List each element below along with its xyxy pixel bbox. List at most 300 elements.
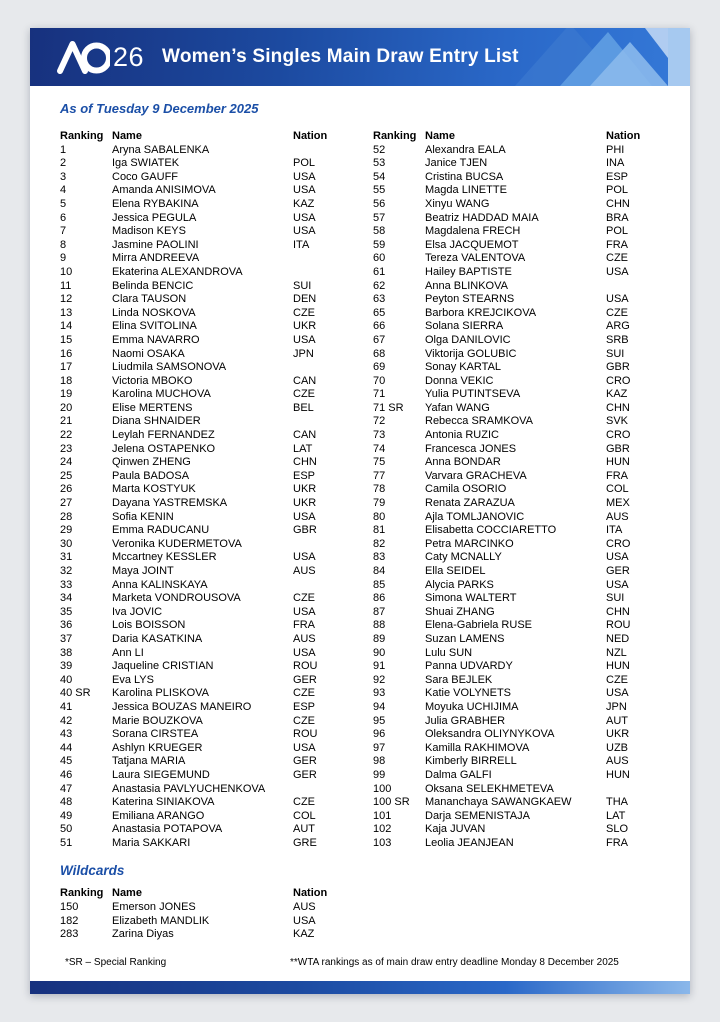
player-name: Anna BLINKOVA: [425, 279, 508, 292]
player-nation: KAZ: [606, 388, 628, 401]
wildcards-section: [30, 850, 690, 941]
player-ranking: 100 SR: [373, 796, 410, 809]
player-name: Hailey BAPTISTE: [425, 265, 512, 278]
player-nation: NED: [606, 632, 630, 645]
player-name: Marta KOSTYUK: [112, 483, 196, 496]
player-name: Dalma GALFI: [425, 768, 492, 781]
player-name: Linda NOSKOVA: [112, 306, 196, 319]
player-ranking: 90: [373, 646, 386, 659]
name-header: Name: [112, 887, 142, 900]
table-row: [60, 606, 373, 620]
player-nation: SUI: [606, 592, 625, 605]
table-row: [60, 266, 373, 280]
table-row: [60, 225, 373, 239]
player-ranking: 16: [60, 347, 73, 360]
player-ranking: 40: [60, 673, 73, 686]
table-row: [60, 715, 373, 729]
player-nation: CZE: [606, 306, 628, 319]
footer-bar: [30, 981, 690, 994]
table-row: [373, 715, 660, 729]
player-name: Anastasia PAVLYUCHENKOVA: [112, 782, 266, 795]
player-ranking: 37: [60, 632, 73, 645]
player-name: Alycia PARKS: [425, 578, 494, 591]
player-name: Mccartney KESSLER: [112, 551, 217, 564]
player-nation: [293, 579, 373, 593]
table-row: [373, 212, 660, 226]
player-ranking: 73: [373, 429, 386, 442]
player-name: Barbora KREJCIKOVA: [425, 306, 537, 319]
player-name: Katerina SINIAKOVA: [112, 796, 215, 809]
table-body-right: [373, 144, 660, 851]
table-row: [373, 660, 660, 674]
player-ranking: 34: [60, 592, 73, 605]
player-nation: GBR: [606, 442, 630, 455]
player-name: Ekaterina ALEXANDROVA: [112, 265, 243, 278]
table-row: [60, 823, 373, 837]
player-ranking: 96: [373, 728, 386, 741]
player-name: Lois BOISSON: [112, 619, 186, 632]
wildcards-table: [60, 887, 373, 941]
player-nation: GER: [606, 565, 630, 577]
document-page: [30, 28, 690, 994]
table-row: [373, 375, 660, 389]
table-row: [60, 619, 373, 633]
player-name: Panna UDVARDY: [425, 660, 513, 673]
player-ranking: 65: [373, 306, 386, 319]
table-row: [60, 252, 373, 266]
player-nation: UKR: [293, 320, 317, 333]
player-ranking: 49: [60, 809, 73, 822]
player-name: Iva JOVIC: [112, 605, 163, 618]
nation-header: Nation: [606, 130, 641, 142]
table-row: [60, 320, 373, 334]
player-ranking: 82: [373, 537, 386, 550]
player-name: Dayana YASTREMSKA: [112, 497, 228, 510]
wildcards-title: Wildcards: [60, 863, 125, 879]
player-nation: [293, 144, 373, 158]
name-header: Name: [425, 130, 455, 142]
player-ranking: 92: [373, 673, 386, 686]
player-ranking: 77: [373, 469, 386, 482]
player-ranking: 89: [373, 632, 386, 645]
player-nation: CRO: [606, 374, 631, 387]
player-name: Jasmine PAOLINI: [112, 238, 199, 251]
player-name: Tereza VALENTOVA: [425, 252, 526, 265]
player-name: Aryna SABALENKA: [112, 143, 210, 156]
player-name: Mananchaya SAWANGKAEW: [425, 796, 572, 809]
player-name: Caty MCNALLY: [425, 551, 502, 564]
player-nation: FRA: [606, 836, 628, 849]
page-title: Women’s Singles Main Draw Entry List: [162, 46, 519, 67]
player-nation: ROU: [606, 619, 631, 632]
player-name: Varvara GRACHEVA: [425, 469, 527, 482]
player-ranking: 29: [60, 524, 73, 537]
player-ranking: 15: [60, 333, 73, 346]
player-nation: [293, 415, 373, 429]
player-name: Ann LI: [112, 646, 144, 659]
player-ranking: 79: [373, 497, 386, 510]
player-ranking: 94: [373, 700, 386, 713]
player-name: Daria KASATKINA: [112, 632, 203, 645]
player-nation: [293, 252, 373, 266]
player-name: Coco GAUFF: [112, 170, 179, 183]
table-row: [60, 443, 373, 457]
player-ranking: 17: [60, 361, 73, 374]
player-ranking: 36: [60, 619, 73, 632]
player-name: Victoria MBOKO: [112, 374, 193, 387]
player-name: Laura SIEGEMUND: [112, 768, 210, 781]
player-ranking: 84: [373, 565, 386, 577]
player-nation: CRO: [606, 537, 631, 550]
player-name: Karolina MUCHOVA: [112, 388, 211, 401]
player-name: Emerson JONES: [112, 901, 196, 914]
player-nation: USA: [293, 551, 316, 564]
player-ranking: 45: [60, 755, 73, 768]
table-row: [373, 633, 660, 647]
player-name: Francesca JONES: [425, 442, 517, 455]
player-name: Alexandra EALA: [425, 143, 506, 156]
table-row: [373, 565, 660, 579]
player-name: Antonia RUZIC: [425, 429, 499, 442]
player-ranking: 33: [60, 578, 73, 591]
player-nation: CAN: [293, 429, 317, 442]
player-name: Sara BEJLEK: [425, 673, 493, 686]
player-name: Sonay KARTAL: [425, 361, 502, 374]
table-row: [60, 901, 373, 915]
player-ranking: 39: [60, 660, 73, 673]
player-nation: ITA: [293, 238, 310, 251]
table-row: [60, 660, 373, 674]
player-name: Iga SWIATEK: [112, 157, 180, 170]
player-nation: GBR: [606, 361, 630, 374]
table-row: [373, 239, 660, 253]
player-name: Ella SEIDEL: [425, 565, 486, 577]
player-name: Elise MERTENS: [112, 401, 193, 414]
player-nation: PHI: [606, 143, 625, 156]
player-ranking: 103: [373, 836, 392, 849]
table-row: [373, 443, 660, 457]
player-name: Naomi OSAKA: [112, 347, 185, 360]
table-row: [373, 361, 660, 375]
player-name: Jessica BOUZAS MANEIRO: [112, 700, 252, 713]
player-nation: SUI: [293, 279, 312, 292]
footnote-wta-rankings: **WTA rankings as of main draw entry deadline Monday 8 December 2025: [290, 956, 619, 968]
player-name: Magda LINETTE: [425, 184, 507, 197]
player-nation: SUI: [606, 347, 625, 360]
table-row: [373, 701, 660, 715]
player-ranking: 83: [373, 551, 386, 564]
table-row: [60, 293, 373, 307]
player-ranking: 72: [373, 415, 386, 428]
table-row: [60, 157, 373, 171]
player-ranking: 18: [60, 374, 73, 387]
player-ranking: 91: [373, 660, 386, 673]
table-row: [60, 592, 373, 606]
table-row: [373, 470, 660, 484]
player-ranking: 48: [60, 796, 73, 809]
player-name: Mirra ANDREEVA: [112, 252, 200, 265]
player-nation: UKR: [293, 483, 317, 496]
table-row: [60, 524, 373, 538]
player-ranking: 44: [60, 741, 73, 754]
player-name: Zarina Diyas: [112, 928, 174, 941]
entry-table-left: [60, 130, 373, 850]
player-ranking: 28: [60, 510, 73, 523]
player-name: Janice TJEN: [425, 157, 488, 170]
player-nation: LAT: [293, 442, 313, 455]
table-row: [373, 687, 660, 701]
player-name: Renata ZARAZUA: [425, 497, 515, 510]
player-name: Moyuka UCHIJIMA: [425, 700, 519, 713]
footnotes: [30, 942, 690, 968]
player-nation: FRA: [293, 619, 315, 632]
player-ranking: 95: [373, 714, 386, 727]
player-name: Emiliana ARANGO: [112, 809, 205, 822]
player-ranking: 43: [60, 728, 73, 741]
table-row: [60, 633, 373, 647]
player-nation: USA: [293, 170, 316, 183]
player-name: Elena RYBAKINA: [112, 197, 199, 210]
player-nation: GRE: [293, 836, 317, 849]
table-row: [373, 619, 660, 633]
player-ranking: 53: [373, 157, 386, 170]
player-name: Oleksandra OLIYNYKOVA: [425, 728, 555, 741]
table-row: [373, 198, 660, 212]
player-ranking: 23: [60, 442, 73, 455]
player-ranking: 52: [373, 143, 386, 156]
player-ranking: 50: [60, 823, 73, 836]
player-ranking: 63: [373, 293, 386, 306]
table-row: [60, 647, 373, 661]
name-header: Name: [112, 130, 142, 142]
table-row: [60, 701, 373, 715]
player-nation: ESP: [293, 700, 316, 713]
player-nation: SRB: [606, 333, 629, 346]
player-ranking: 69: [373, 361, 386, 374]
player-nation: CHN: [293, 456, 317, 469]
player-ranking: 57: [373, 211, 386, 224]
player-nation: UKR: [293, 497, 317, 510]
player-ranking: 78: [373, 483, 386, 496]
player-name: Marketa VONDROUSOVA: [112, 592, 241, 605]
table-row: [373, 415, 660, 429]
player-ranking: 8: [60, 238, 67, 251]
ao-logo-icon: [56, 39, 110, 75]
player-name: Anna KALINSKAYA: [112, 578, 208, 591]
table-row: [60, 456, 373, 470]
table-row: [373, 280, 660, 294]
player-nation: USA: [606, 551, 629, 564]
player-nation: USA: [293, 211, 316, 224]
player-ranking: 38: [60, 646, 73, 659]
player-name: Qinwen ZHENG: [112, 456, 191, 469]
player-name: Eva LYS: [112, 673, 154, 686]
table-row: [373, 511, 660, 525]
table-row: [373, 674, 660, 688]
player-ranking: 40 SR: [60, 687, 91, 700]
table-row: [60, 796, 373, 810]
player-nation: KAZ: [293, 928, 315, 941]
nation-header: Nation: [293, 887, 328, 900]
ranking-header: Ranking: [60, 887, 104, 900]
table-row: [60, 212, 373, 226]
player-ranking: 51: [60, 836, 73, 849]
table-row: [60, 307, 373, 321]
player-nation: CHN: [606, 197, 630, 210]
table-row: [60, 375, 373, 389]
player-nation: THA: [606, 796, 628, 809]
table-row: [373, 402, 660, 416]
player-nation: [293, 266, 373, 280]
player-name: Clara TAUSON: [112, 293, 187, 306]
table-row: [373, 483, 660, 497]
player-nation: [293, 783, 373, 797]
table-row: [60, 728, 373, 742]
player-nation: ESP: [606, 170, 629, 183]
player-ranking: 283: [60, 928, 79, 941]
table-row: [60, 144, 373, 158]
player-ranking: 21: [60, 415, 73, 428]
player-name: Yulia PUTINTSEVA: [425, 388, 521, 401]
player-nation: [606, 783, 660, 797]
player-ranking: 9: [60, 252, 67, 265]
player-nation: FRA: [606, 238, 628, 251]
table-row: [373, 592, 660, 606]
table-row: [373, 810, 660, 824]
player-nation: AUS: [293, 901, 316, 914]
player-ranking: 10: [60, 265, 73, 278]
player-nation: AUS: [606, 755, 629, 768]
player-ranking: 71: [373, 388, 386, 401]
player-name: Elisabetta COCCIARETTO: [425, 524, 557, 537]
player-ranking: 93: [373, 687, 386, 700]
player-ranking: 3: [60, 170, 67, 183]
table-header-row: [60, 130, 373, 144]
player-name: Yafan WANG: [425, 401, 490, 414]
player-name: Leolia JEANJEAN: [425, 836, 514, 849]
player-name: Suzan LAMENS: [425, 632, 505, 645]
table-row: [373, 184, 660, 198]
player-nation: CAN: [293, 374, 317, 387]
table-row: [373, 320, 660, 334]
player-ranking: 19: [60, 388, 73, 401]
player-name: Kaja JUVAN: [425, 823, 486, 836]
table-row: [373, 456, 660, 470]
player-ranking: 11: [60, 279, 72, 292]
player-nation: CZE: [293, 306, 315, 319]
player-name: Donna VEKIC: [425, 374, 494, 387]
table-row: [373, 171, 660, 185]
player-name: Jaqueline CRISTIAN: [112, 660, 214, 673]
player-name: Maya JOINT: [112, 565, 174, 577]
table-row: [60, 239, 373, 253]
player-nation: USA: [293, 646, 316, 659]
table-body-left: [60, 144, 373, 851]
player-name: Ajla TOMLJANOVIC: [425, 510, 525, 523]
ranking-header: Ranking: [60, 130, 104, 142]
player-ranking: 75: [373, 456, 386, 469]
player-nation: GER: [293, 673, 317, 686]
table-row: [373, 293, 660, 307]
table-row: [373, 348, 660, 362]
player-name: Elina SVITOLINA: [112, 320, 197, 333]
table-row: [60, 810, 373, 824]
table-row: [60, 388, 373, 402]
player-name: Katie VOLYNETS: [425, 687, 511, 700]
player-ranking: 58: [373, 225, 386, 238]
player-nation: JPN: [606, 700, 627, 713]
table-header-row: [60, 887, 373, 901]
player-ranking: 85: [373, 578, 386, 591]
player-nation: USA: [293, 184, 316, 197]
player-nation: [293, 538, 373, 552]
player-nation: CRO: [606, 429, 631, 442]
player-name: Darja SEMENISTAJA: [425, 809, 530, 822]
table-row: [373, 497, 660, 511]
table-row: [60, 171, 373, 185]
table-row: [373, 252, 660, 266]
player-nation: BEL: [293, 401, 314, 414]
nation-header: Nation: [293, 130, 328, 142]
player-name: Peyton STEARNS: [425, 293, 515, 306]
player-ranking: 13: [60, 306, 73, 319]
player-nation: ROU: [293, 660, 318, 673]
player-nation: [293, 361, 373, 375]
player-name: Rebecca SRAMKOVA: [425, 415, 534, 428]
player-nation: CHN: [606, 605, 630, 618]
table-row: [373, 429, 660, 443]
table-row: [373, 769, 660, 783]
player-ranking: 88: [373, 619, 386, 632]
table-row: [60, 470, 373, 484]
table-row: [60, 674, 373, 688]
ranking-header: Ranking: [373, 130, 417, 142]
player-name: Elizabeth MANDLIK: [112, 914, 210, 927]
table-row: [60, 361, 373, 375]
player-nation: USA: [293, 914, 316, 927]
player-nation: USA: [606, 265, 629, 278]
player-nation: USA: [606, 578, 629, 591]
player-name: Sorana CIRSTEA: [112, 728, 199, 741]
player-nation: AUT: [293, 823, 315, 836]
player-nation: USA: [293, 605, 316, 618]
player-ranking: 32: [60, 565, 73, 577]
player-ranking: 74: [373, 442, 386, 455]
player-ranking: 7: [60, 225, 67, 238]
player-ranking: 6: [60, 211, 67, 224]
player-name: Cristina BUCSA: [425, 170, 504, 183]
player-ranking: 55: [373, 184, 386, 197]
player-ranking: 60: [373, 252, 386, 265]
player-ranking: 20: [60, 401, 73, 414]
player-nation: CZE: [293, 687, 315, 700]
player-ranking: 99: [373, 768, 386, 781]
table-row: [60, 184, 373, 198]
player-ranking: 182: [60, 914, 79, 927]
player-name: Karolina PLISKOVA: [112, 687, 210, 700]
player-nation: AUS: [606, 510, 629, 523]
as-of-date: As of Tuesday 9 December 2025: [60, 101, 259, 116]
table-row: [373, 755, 660, 769]
player-nation: HUN: [606, 456, 630, 469]
table-row: [373, 742, 660, 756]
table-header-row: [373, 130, 660, 144]
player-ranking: 81: [373, 524, 386, 537]
player-ranking: 59: [373, 238, 386, 251]
table-row: [373, 157, 660, 171]
player-ranking: 26: [60, 483, 73, 496]
player-nation: [606, 280, 660, 294]
